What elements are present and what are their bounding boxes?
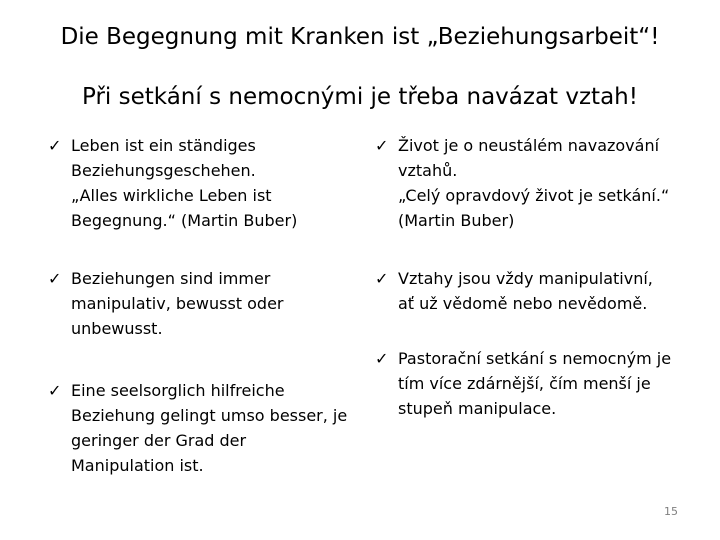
item-text-line: stupeň manipulace.	[398, 399, 557, 418]
item-text-line: vztahů.	[398, 161, 458, 180]
item-text-line: Beziehung gelingt umso besser, je	[71, 406, 348, 425]
item-text-line: Vztahy jsou vždy manipulativní,	[398, 269, 653, 288]
list-item	[375, 266, 685, 316]
list-item	[48, 133, 358, 233]
item-text-line: ať už vědomě nebo nevědomě.	[398, 294, 648, 313]
checkmark-icon: ✓	[48, 381, 62, 400]
slide-title: Die Begegnung mit Kranken ist „Beziehungsarbeit“!	[60, 24, 660, 50]
item-text-line: geringer der Grad der	[71, 431, 247, 450]
item-text-line: Pastorační setkání s nemocným je	[398, 349, 672, 368]
item-text-line: Eine seelsorglich hilfreiche	[71, 381, 285, 400]
item-text-line: tím více zdárnější, čím menší je	[398, 374, 651, 393]
item-text-line: Begegnung.“ (Martin Buber)	[71, 211, 298, 230]
item-text-line: (Martin Buber)	[398, 211, 515, 230]
item-text-line: Život je o neustálém navazování	[398, 136, 660, 155]
item-text-line: „Alles wirkliche Leben ist	[71, 186, 272, 205]
item-text-line: manipulativ, bewusst oder	[71, 294, 284, 313]
item-text-line: „Celý opravdový život je setkání.“	[398, 186, 670, 205]
slide-subtitle: Při setkání s nemocnými je třeba navázat vztah!	[82, 84, 638, 110]
page-number: 15	[664, 505, 678, 518]
item-text-line: Beziehungen sind immer	[71, 269, 271, 288]
checkmark-icon: ✓	[375, 136, 389, 155]
item-text-line: unbewusst.	[71, 319, 163, 338]
checkmark-icon: ✓	[48, 136, 62, 155]
list-item	[48, 266, 358, 341]
checkmark-icon: ✓	[48, 269, 62, 288]
list-item	[375, 133, 685, 233]
list-item	[375, 346, 685, 421]
item-text-line: Manipulation ist.	[71, 456, 204, 475]
checkmark-icon: ✓	[375, 269, 389, 288]
checkmark-icon: ✓	[375, 349, 389, 368]
list-item	[48, 378, 358, 478]
item-text-line: Leben ist ein ständiges	[71, 136, 256, 155]
item-text-line: Beziehungsgeschehen.	[71, 161, 256, 180]
